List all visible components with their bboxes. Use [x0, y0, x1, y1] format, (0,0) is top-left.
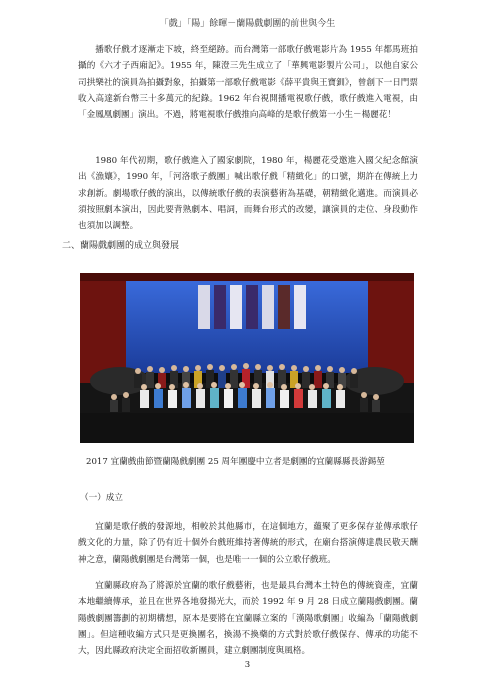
photo-caption: 2017 宜蘭戲曲節暨蘭陽戲劇團 25 周年團慶中立者是劇團的宜蘭縣縣長游錫堃: [86, 457, 385, 467]
stage-photo-illustration: [80, 273, 414, 443]
body-paragraph: [78, 519, 418, 568]
paragraph-text: 宜蘭縣政府為了將源於宜蘭的歌仔戲藝術，也是最具台灣本土特色的傳統資產，宜蘭本地繼續傳承，並且在世界各地發揚光大，而於 1992 年 9 月 28 日成立蘭陽戲劇團。蘭陽戲劇團籌劃的初期構想，原本是要將在宜蘭縣立案的「漢陽歌劇團」收編為「蘭陽戲劇團」。但這種收編方式只是更換團名，換湯不換藥的方式對於歌仔戲保存、傳承的功能不大，因此縣政府決定全面招收新團員，建立劇團制度與風格。: [78, 581, 418, 657]
subsection-heading: （一）成立: [80, 493, 123, 503]
body-paragraph: [78, 153, 418, 234]
paragraph-text: 1980 年代初期，歌仔戲進入了國家劇院，1980 年，楊麗花受邀進入國父紀念館演出《漁孃》，1990 年，「河洛歌子戲團」喊出歌仔戲「精緻化」的口號，期許在傳統上力求創新。劇場歌仔戲的演出，以傳統歌仔戲的表演藝術為基礎，朝精緻化邁進。而演員必須按照劇本演出，因此要背熟劇本、唱詞，而舞台形式的改變，讓演員的走位、身段動作也須加以調整。: [78, 156, 418, 232]
running-header: 「戲」「陽」餘暉－蘭陽戲劇團的前世與今生: [159, 19, 336, 29]
paragraph-text: 宜蘭是歌仔戲的發源地，相較於其他縣市，在這個地方，蘊聚了更多保存並傳承歌仔戲文化的力量，除了仍有近十個外台戲班維持著傳統的形式，在廟台搭演傳達農民敬天酬神之意，蘭陽戲劇團是台灣第一個，也是唯一一個的公立歌仔戲班。: [78, 522, 418, 565]
page-number: 3: [244, 660, 251, 670]
body-paragraph: [78, 578, 418, 659]
group-photo: [80, 273, 414, 443]
body-paragraph: [78, 42, 418, 123]
section-heading: 二、蘭陽戲劇團的成立與發展: [62, 241, 180, 251]
paragraph-text: 播歌仔戲才逐漸走下坡，終至絕跡。而台灣第一部歌仔戲電影片為 1955 年都馬班拍攝的《六才子西廂記》。1955 年，陳澄三先生成立了「華興電影製片公司」，以他自家公司拱樂社的演員為拍攝對象，拍攝第一部歌仔戲電影《薛平貴與王寶釧》，曾創下一日門票收入高達新台幣三十多萬元的紀錄。1962 年台視開播電視歌仔戲，歌仔戲進入電視，由「金鳳凰劇團」演出。不過，將電視歌仔戲推向高峰的是歌仔戲第一小生－楊麗花！: [78, 45, 418, 121]
